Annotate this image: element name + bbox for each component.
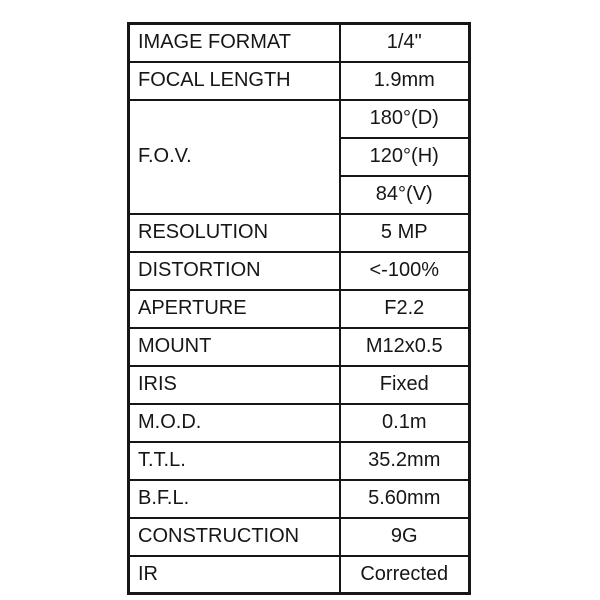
spec-label-ttl: T.T.L. [129, 442, 340, 480]
spec-row-aperture [129, 290, 470, 328]
spec-row-image-format [129, 24, 470, 62]
spec-value-iris: Fixed [340, 366, 470, 404]
spec-value-bfl: 5.60mm [340, 480, 470, 518]
spec-row-construction [129, 518, 470, 556]
spec-value-mod: 0.1m [340, 404, 470, 442]
spec-label-image-format: IMAGE FORMAT [129, 24, 340, 62]
spec-row-bfl [129, 480, 470, 518]
spec-row-resolution [129, 214, 470, 252]
spec-label-mod: M.O.D. [129, 404, 340, 442]
spec-value-distortion: <-100% [340, 252, 470, 290]
spec-label-construction: CONSTRUCTION [129, 518, 340, 556]
spec-row-mount [129, 328, 470, 366]
spec-label-iris: IRIS [129, 366, 340, 404]
spec-value-focal-length: 1.9mm [340, 62, 470, 100]
spec-row-ttl [129, 442, 470, 480]
spec-label-mount: MOUNT [129, 328, 340, 366]
spec-value-ir: Corrected [340, 556, 470, 594]
spec-value-ttl: 35.2mm [340, 442, 470, 480]
spec-row-iris [129, 366, 470, 404]
spec-value-resolution: 5 MP [340, 214, 470, 252]
spec-value-fov-diagonal: 180°(D) [340, 100, 470, 138]
spec-label-aperture: APERTURE [129, 290, 340, 328]
spec-label-fov: F.O.V. [129, 100, 340, 214]
spec-label-focal-length: FOCAL LENGTH [129, 62, 340, 100]
spec-label-distortion: DISTORTION [129, 252, 340, 290]
spec-label-ir: IR [129, 556, 340, 594]
spec-row-focal-length [129, 62, 470, 100]
spec-value-mount: M12x0.5 [340, 328, 470, 366]
spec-row-ir [129, 556, 470, 594]
spec-row-mod [129, 404, 470, 442]
spec-label-bfl: B.F.L. [129, 480, 340, 518]
spec-value-fov-horizontal: 120°(H) [340, 138, 470, 176]
spec-label-resolution: RESOLUTION [129, 214, 340, 252]
spec-value-aperture: F2.2 [340, 290, 470, 328]
spec-value-image-format: 1/4" [340, 24, 470, 62]
spec-value-fov-vertical: 84°(V) [340, 176, 470, 214]
spec-row-distortion [129, 252, 470, 290]
spec-row-fov-diagonal [129, 100, 470, 138]
lens-spec-table [127, 22, 471, 595]
spec-value-construction: 9G [340, 518, 470, 556]
